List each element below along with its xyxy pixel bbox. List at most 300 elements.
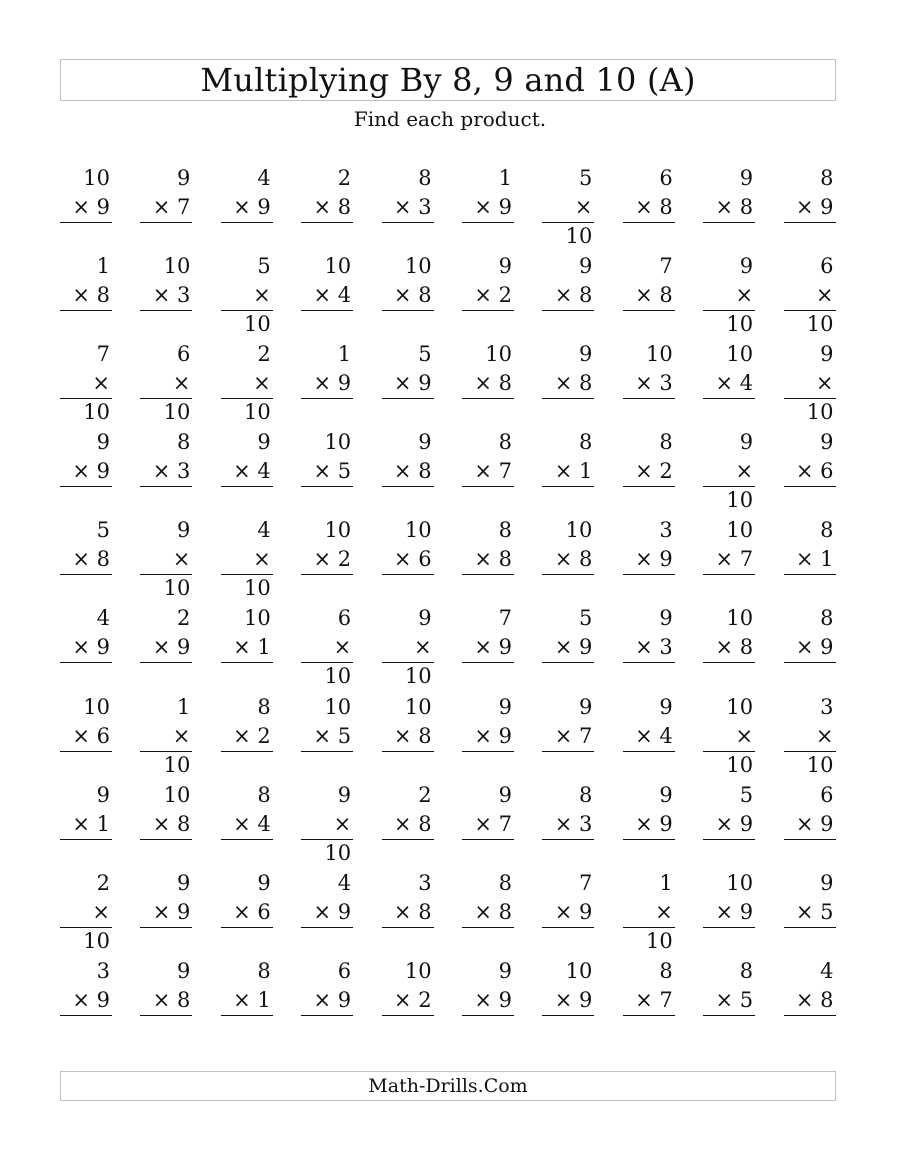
problem	[623, 604, 675, 692]
problem	[542, 604, 594, 692]
problem-multiplicand: 7	[578, 870, 593, 895]
problem-multiplicand: 10	[83, 166, 110, 190]
problem-multiplier: × 10	[703, 457, 755, 487]
problem	[784, 957, 836, 1045]
problem-multiplicand: 9	[177, 958, 191, 983]
problem-multiplier: × 5	[301, 457, 353, 487]
problem-multiplier: × 9	[784, 193, 836, 223]
problem	[140, 781, 192, 869]
problem-multiplicand: 9	[177, 166, 191, 190]
problem-multiplier: × 10	[301, 633, 353, 663]
problem-multiplicand: 10	[324, 254, 352, 279]
problem-multiplicand: 8	[177, 430, 191, 455]
problem-multiplier: × 2	[462, 281, 514, 311]
problem	[301, 869, 353, 957]
problem-multiplier: × 6	[60, 722, 112, 752]
problem-multiplicand: 10	[565, 518, 593, 543]
problem	[382, 693, 434, 781]
problem-multiplicand: 10	[324, 518, 352, 543]
problem-multiplicand: 4	[257, 518, 271, 543]
problem-multiplier: × 8	[60, 281, 112, 311]
problem-multiplicand: 1	[96, 254, 110, 279]
problem-multiplicand: 6	[820, 254, 834, 279]
problem-multiplicand: 9	[418, 430, 432, 455]
problem	[784, 252, 836, 340]
problem-multiplier: × 10	[140, 545, 192, 575]
problem-multiplier: × 3	[623, 369, 675, 399]
problem-multiplicand: 5	[739, 782, 754, 807]
problem	[221, 164, 273, 252]
problem-multiplier: × 10	[382, 633, 434, 663]
problem	[382, 252, 434, 340]
problem-multiplicand: 10	[726, 694, 754, 719]
problem	[301, 693, 353, 781]
problem-multiplicand: 3	[659, 518, 673, 543]
problem	[140, 604, 192, 692]
problem-multiplier: × 7	[703, 545, 755, 575]
problem	[60, 164, 112, 252]
problem-multiplicand: 10	[404, 518, 432, 543]
problem-multiplier: × 10	[542, 193, 594, 223]
problem-multiplier: × 7	[462, 457, 514, 487]
problem-multiplier: × 10	[221, 281, 273, 311]
problem	[140, 252, 192, 340]
problem-multiplicand: 6	[337, 606, 352, 631]
problem-multiplier: × 3	[382, 193, 434, 223]
problem	[382, 164, 434, 252]
problem-multiplier: × 9	[301, 369, 353, 399]
problem	[221, 428, 273, 516]
problem-multiplier: × 10	[301, 810, 353, 840]
problem-multiplier: × 2	[221, 722, 273, 752]
problem	[301, 428, 353, 516]
problem-multiplier: × 1	[60, 810, 112, 840]
problem	[140, 693, 192, 781]
problem	[542, 957, 594, 1045]
problem-multiplicand: 4	[96, 606, 110, 631]
problem	[221, 516, 273, 604]
problem-multiplicand: 2	[337, 166, 352, 190]
problem-multiplicand: 9	[739, 166, 754, 190]
problem-multiplier: × 8	[462, 898, 514, 928]
problem-multiplicand: 8	[578, 782, 593, 807]
problem	[221, 957, 273, 1045]
problem-multiplicand: 6	[177, 342, 191, 367]
problem-multiplicand: 9	[578, 254, 593, 279]
problem-multiplicand: 8	[659, 958, 673, 983]
problem	[60, 869, 112, 957]
problem	[623, 957, 675, 1045]
problem	[301, 781, 353, 869]
problem	[703, 516, 755, 604]
problem-multiplicand: 4	[257, 166, 271, 190]
problem-multiplier: × 4	[703, 369, 755, 399]
problem	[623, 781, 675, 869]
problem-multiplier: × 6	[784, 457, 836, 487]
problem	[301, 340, 353, 428]
problem-multiplicand: 1	[337, 342, 352, 367]
problem	[703, 428, 755, 516]
problem-multiplier: × 1	[542, 457, 594, 487]
problem-multiplicand: 5	[96, 518, 110, 543]
problem	[784, 164, 836, 252]
problem	[301, 516, 353, 604]
problem	[140, 340, 192, 428]
problem	[462, 693, 514, 781]
problem	[221, 340, 273, 428]
problem-multiplicand: 8	[578, 430, 593, 455]
problem-multiplicand: 3	[418, 870, 432, 895]
problem-multiplier: × 8	[703, 633, 755, 663]
problem-multiplier: × 4	[221, 457, 273, 487]
problem-multiplier: × 10	[784, 369, 836, 399]
problem	[60, 781, 112, 869]
problem-multiplicand: 9	[659, 606, 673, 631]
problem	[382, 428, 434, 516]
problem-multiplicand: 9	[96, 430, 110, 455]
problem-multiplier: × 9	[301, 986, 353, 1016]
problem-multiplicand: 10	[244, 606, 271, 631]
problem-multiplier: × 5	[703, 986, 755, 1016]
problem-multiplier: × 4	[301, 281, 353, 311]
problem-multiplier: × 3	[542, 810, 594, 840]
problem-multiplier: × 2	[301, 545, 353, 575]
problem	[462, 516, 514, 604]
problem-multiplicand: 8	[257, 782, 271, 807]
problem	[623, 340, 675, 428]
problem-multiplicand: 6	[659, 166, 673, 190]
problem	[542, 164, 594, 252]
problem-multiplicand: 7	[498, 606, 512, 631]
problem-multiplier: × 10	[221, 369, 273, 399]
problem-multiplicand: 8	[498, 870, 512, 895]
problem	[703, 252, 755, 340]
problem-multiplier: × 1	[221, 633, 273, 663]
problem-multiplier: × 9	[542, 986, 594, 1016]
problem-multiplicand: 9	[659, 694, 673, 719]
problem	[382, 604, 434, 692]
problem-multiplicand: 5	[418, 342, 432, 367]
problem-multiplier: × 8	[140, 810, 192, 840]
problem-multiplicand: 10	[726, 342, 754, 367]
problem	[60, 604, 112, 692]
problem	[221, 604, 273, 692]
problem	[462, 604, 514, 692]
problem	[784, 869, 836, 957]
problem-multiplier: × 8	[542, 281, 594, 311]
problem	[140, 428, 192, 516]
problem	[60, 252, 112, 340]
problem-multiplier: × 7	[140, 193, 192, 223]
problem	[462, 164, 514, 252]
problem-multiplier: × 10	[703, 722, 755, 752]
problem-multiplicand: 8	[659, 430, 673, 455]
problem-multiplier: × 7	[542, 722, 594, 752]
problem	[542, 428, 594, 516]
problem	[60, 516, 112, 604]
problem	[542, 340, 594, 428]
problem	[462, 340, 514, 428]
problem-multiplier: × 2	[382, 986, 434, 1016]
problem	[462, 957, 514, 1045]
problem-multiplier: × 10	[784, 281, 836, 311]
problem	[462, 781, 514, 869]
problem-multiplier: × 8	[462, 369, 514, 399]
problem-multiplicand: 2	[96, 870, 110, 895]
problem	[542, 693, 594, 781]
problem	[301, 252, 353, 340]
problem-multiplier: × 1	[221, 986, 273, 1016]
problem-multiplier: × 10	[623, 898, 675, 928]
problem	[784, 693, 836, 781]
problem	[462, 252, 514, 340]
problem-multiplier: × 9	[60, 986, 112, 1016]
footer-text: Math-Drills.Com	[368, 1074, 528, 1097]
problem-multiplicand: 10	[83, 694, 110, 719]
problem-multiplier: × 9	[462, 722, 514, 752]
problem-multiplicand: 9	[659, 782, 673, 807]
problem	[703, 340, 755, 428]
problem-multiplicand: 10	[565, 958, 593, 983]
problem-multiplier: × 3	[623, 633, 675, 663]
problem	[140, 957, 192, 1045]
problem-multiplicand: 9	[96, 782, 110, 807]
problem	[703, 957, 755, 1045]
problem-multiplicand: 2	[257, 342, 271, 367]
problem-multiplier: × 7	[462, 810, 514, 840]
problem-multiplicand: 8	[257, 694, 271, 719]
problem-multiplier: × 9	[140, 633, 192, 663]
problem-multiplier: × 8	[784, 986, 836, 1016]
problem-multiplier: × 9	[60, 633, 112, 663]
problem-multiplicand: 10	[404, 694, 432, 719]
problem-multiplier: × 8	[462, 545, 514, 575]
problem	[382, 516, 434, 604]
problem-multiplicand: 10	[163, 782, 191, 807]
problem-multiplier: × 9	[382, 369, 434, 399]
problem-multiplicand: 3	[820, 694, 834, 719]
problem-multiplier: × 9	[784, 810, 836, 840]
problem-multiplier: × 8	[542, 369, 594, 399]
problem	[301, 604, 353, 692]
problem-multiplicand: 9	[820, 430, 834, 455]
problem-multiplier: × 8	[60, 545, 112, 575]
problem-multiplier: × 9	[703, 810, 755, 840]
problem-multiplicand: 9	[257, 430, 271, 455]
problem-multiplicand: 8	[820, 518, 834, 543]
problem	[60, 340, 112, 428]
problem-multiplier: × 8	[623, 281, 675, 311]
problem-multiplicand: 7	[659, 254, 673, 279]
problem	[703, 781, 755, 869]
problem-multiplier: × 9	[60, 193, 112, 223]
problem-multiplicand: 7	[96, 342, 110, 367]
problem-multiplicand: 9	[820, 870, 834, 895]
problem-multiplier: × 10	[140, 722, 192, 752]
title-box	[60, 59, 836, 101]
problem-multiplicand: 9	[498, 782, 512, 807]
problem	[542, 516, 594, 604]
problem	[60, 693, 112, 781]
problem-multiplier: × 10	[221, 545, 273, 575]
problem	[221, 781, 273, 869]
problem-multiplicand: 10	[404, 254, 432, 279]
page-title: Multiplying By 8, 9 and 10 (A)	[200, 61, 696, 99]
problem-multiplicand: 2	[177, 606, 191, 631]
problem-multiplier: × 9	[784, 633, 836, 663]
problem-multiplicand: 6	[337, 958, 352, 983]
problem	[623, 428, 675, 516]
problem-multiplier: × 10	[60, 898, 112, 928]
problem	[623, 516, 675, 604]
problem-multiplier: × 3	[140, 281, 192, 311]
problem	[784, 516, 836, 604]
problem-multiplicand: 5	[578, 166, 593, 190]
problem	[140, 516, 192, 604]
problem	[382, 340, 434, 428]
problem-multiplicand: 10	[324, 694, 352, 719]
problem-multiplicand: 8	[820, 606, 834, 631]
problem-multiplier: × 5	[301, 722, 353, 752]
problem-multiplicand: 9	[177, 518, 191, 543]
problem-multiplicand: 8	[257, 958, 271, 983]
problem-multiplicand: 9	[257, 870, 271, 895]
problem-multiplicand: 10	[726, 518, 754, 543]
problem	[784, 604, 836, 692]
problem-multiplicand: 4	[337, 870, 352, 895]
problem-multiplicand: 1	[498, 166, 512, 190]
problem	[382, 781, 434, 869]
problem-multiplicand: 6	[820, 782, 834, 807]
problem-multiplicand: 8	[820, 166, 834, 190]
instructions: Find each product.	[353, 107, 547, 131]
problem-multiplicand: 9	[498, 254, 512, 279]
problem-multiplicand: 1	[177, 694, 191, 719]
problem-multiplier: × 8	[140, 986, 192, 1016]
problem	[623, 252, 675, 340]
problem-multiplier: × 9	[542, 898, 594, 928]
problem-multiplicand: 9	[498, 694, 512, 719]
problem	[60, 957, 112, 1045]
problem	[703, 164, 755, 252]
problem-multiplier: × 2	[623, 457, 675, 487]
problem-multiplier: × 8	[382, 810, 434, 840]
problem-multiplicand: 5	[578, 606, 593, 631]
problem	[703, 869, 755, 957]
problem	[221, 252, 273, 340]
problem	[60, 428, 112, 516]
problem	[221, 869, 273, 957]
problem-multiplier: × 1	[784, 545, 836, 575]
problem-multiplicand: 9	[820, 342, 834, 367]
problem-multiplier: × 9	[462, 193, 514, 223]
problem-multiplier: × 5	[784, 898, 836, 928]
problem-multiplier: × 6	[221, 898, 273, 928]
problem	[221, 693, 273, 781]
problem	[703, 604, 755, 692]
problem-multiplier: × 9	[60, 457, 112, 487]
problem-multiplier: × 10	[784, 722, 836, 752]
problem-multiplicand: 4	[820, 958, 834, 983]
problem	[623, 869, 675, 957]
problem	[784, 340, 836, 428]
problem-multiplier: × 10	[60, 369, 112, 399]
problem	[382, 957, 434, 1045]
problem-multiplicand: 1	[659, 870, 673, 895]
problem-multiplier: × 8	[382, 722, 434, 752]
problem	[382, 869, 434, 957]
problem-multiplicand: 9	[177, 870, 191, 895]
problem	[140, 869, 192, 957]
problem-multiplicand: 10	[646, 342, 673, 367]
problem-multiplicand: 8	[498, 518, 512, 543]
problem-multiplicand: 9	[578, 342, 593, 367]
problem-multiplier: × 8	[382, 281, 434, 311]
problem-multiplier: × 9	[462, 986, 514, 1016]
problem-multiplier: × 8	[703, 193, 755, 223]
problem-multiplier: × 4	[623, 722, 675, 752]
problem-grid	[60, 164, 836, 1045]
problem-multiplicand: 10	[485, 342, 512, 367]
problem	[623, 693, 675, 781]
problem-multiplier: × 8	[382, 457, 434, 487]
problem-multiplier: × 9	[542, 633, 594, 663]
problem-multiplicand: 3	[96, 958, 110, 983]
problem-multiplicand: 8	[418, 166, 432, 190]
problem-multiplier: × 9	[703, 898, 755, 928]
problem	[301, 957, 353, 1045]
problem-multiplicand: 10	[726, 606, 754, 631]
problem-multiplicand: 9	[739, 254, 754, 279]
problem-multiplier: × 9	[623, 545, 675, 575]
problem-multiplier: × 9	[221, 193, 273, 223]
problem-multiplier: × 8	[623, 193, 675, 223]
problem	[623, 164, 675, 252]
problem-multiplier: × 3	[140, 457, 192, 487]
problem-multiplier: × 10	[703, 281, 755, 311]
problem	[462, 428, 514, 516]
problem-multiplicand: 9	[418, 606, 432, 631]
problem	[784, 781, 836, 869]
problem-multiplier: × 6	[382, 545, 434, 575]
problem-multiplier: × 9	[140, 898, 192, 928]
problem-multiplicand: 9	[578, 694, 593, 719]
problem-multiplier: × 9	[462, 633, 514, 663]
problem-multiplicand: 8	[739, 958, 754, 983]
problem-multiplier: × 7	[623, 986, 675, 1016]
problem-multiplier: × 8	[301, 193, 353, 223]
problem	[703, 693, 755, 781]
problem-multiplicand: 8	[498, 430, 512, 455]
problem-multiplicand: 2	[418, 782, 432, 807]
problem	[542, 781, 594, 869]
problem-multiplicand: 9	[739, 430, 754, 455]
problem	[301, 164, 353, 252]
problem-multiplier: × 9	[623, 810, 675, 840]
problem-multiplier: × 9	[301, 898, 353, 928]
problem	[462, 869, 514, 957]
problem-multiplier: × 4	[221, 810, 273, 840]
problem-multiplier: × 10	[140, 369, 192, 399]
footer-box	[60, 1071, 836, 1101]
problem-multiplicand: 9	[498, 958, 512, 983]
problem-multiplicand: 10	[726, 870, 754, 895]
problem-multiplicand: 10	[324, 430, 352, 455]
problem-multiplicand: 10	[404, 958, 432, 983]
problem-multiplier: × 8	[542, 545, 594, 575]
problem	[542, 252, 594, 340]
problem-multiplicand: 9	[337, 782, 352, 807]
